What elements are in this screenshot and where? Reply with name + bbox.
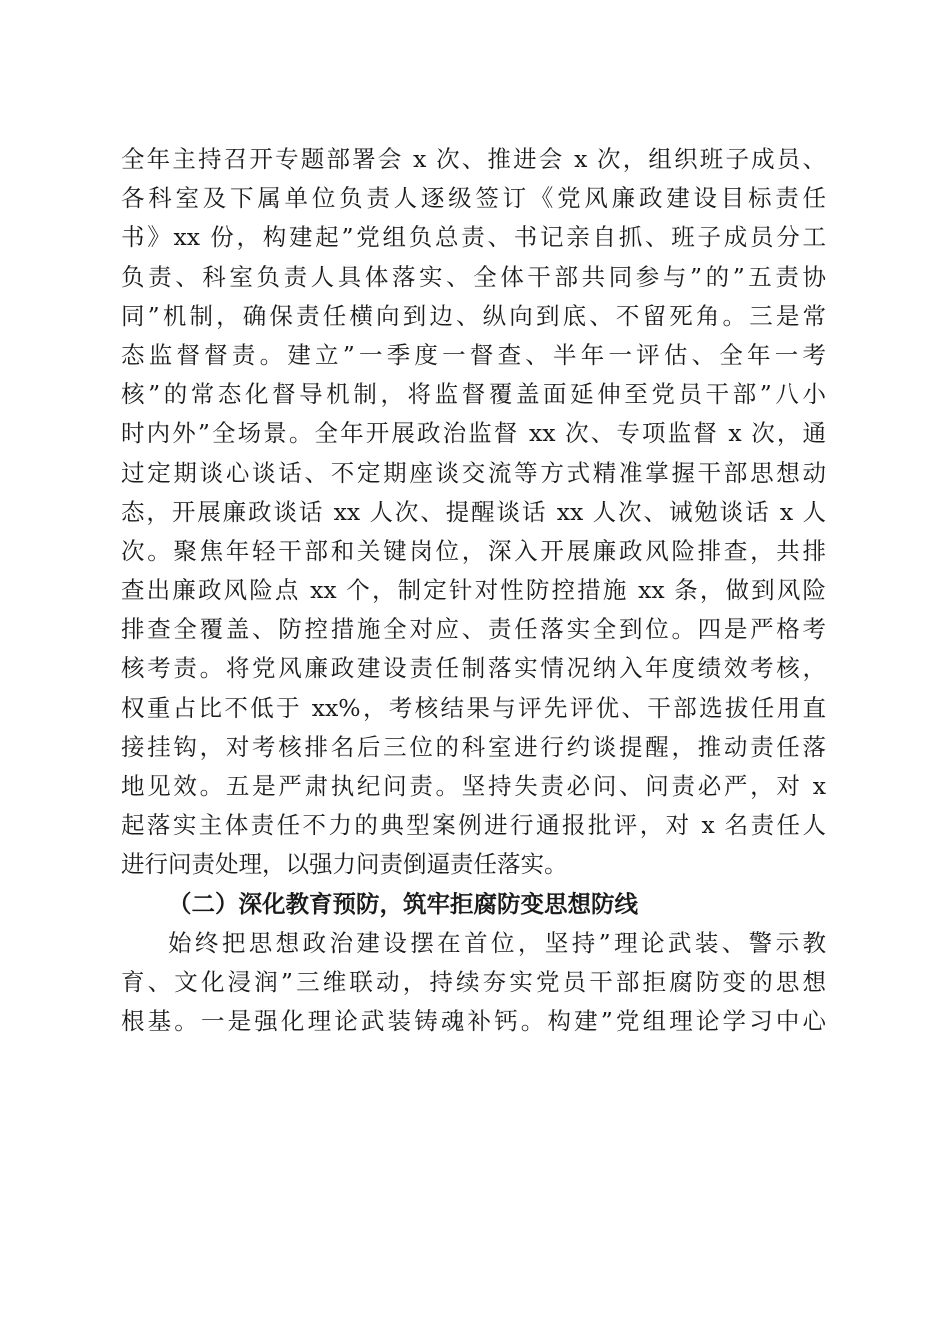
- paragraph-1-line-13: 排查全覆盖、防控措施全对应、责任落实全到位。四是严格考: [121, 615, 826, 644]
- paragraph-1-line-3: 书》xx 份，构建起”党组负总责、书记亲自抓、班子成员分工: [121, 223, 826, 252]
- paragraph-1-line-5: 同”机制，确保责任横向到边、纵向到底、不留死角。三是常: [121, 301, 826, 330]
- paragraph-1-line-10: 态，开展廉政谈话 xx 人次、提醒谈话 xx 人次、诫勉谈话 x 人: [121, 497, 826, 526]
- paragraph-1-line-6: 态监督督责。建立”一季度一督查、半年一评估、全年一考: [121, 340, 826, 369]
- paragraph-1-line-19: 进行问责处理，以强力问责倒逼责任落实。: [121, 850, 568, 879]
- paragraph-1-line-17: 地见效。五是严肃执纪问责。坚持失责必问、问责必严，对 x: [121, 772, 826, 800]
- paragraph-1-line-15: 权重占比不低于 xx%，考核结果与评先评优、干部选拔任用直: [121, 693, 826, 722]
- paragraph-2-line-2: 育、文化浸润”三维联动，持续夯实党员干部拒腐防变的思想: [121, 967, 826, 996]
- paragraph-2-line-1: 始终把思想政治建设摆在首位，坚持”理论武装、警示教: [168, 928, 826, 957]
- paragraph-1-line-8: 时内外”全场景。全年开展政治监督 xx 次、专项监督 x 次，通: [121, 419, 826, 448]
- paragraph-1-line-2: 各科室及下属单位负责人逐级签订《党风廉政建设目标责任: [121, 184, 826, 213]
- paragraph-1-line-16: 接挂钩，对考核排名后三位的科室进行约谈提醒，推动责任落: [121, 732, 826, 761]
- paragraph-1-line-12: 查出廉政风险点 xx 个，制定针对性防控措施 xx 条，做到风险: [121, 576, 826, 605]
- paragraph-1-line-4: 负责、科室负责人具体落实、全体干部共同参与”的”五责协: [121, 262, 826, 291]
- paragraph-1-line-18: 起落实主体责任不力的典型案例进行通报批评，对 x 名责任人: [121, 811, 826, 840]
- paragraph-1-line-11: 次。聚焦年轻干部和关键岗位，深入开展廉政风险排查，共排: [121, 536, 826, 565]
- document-body: [121, 140, 826, 1041]
- paragraph-1-line-9: 过定期谈心谈话、不定期座谈交流等方式精准掌握干部思想动: [121, 458, 826, 487]
- paragraph-1-line-14: 核考责。将党风廉政建设责任制落实情况纳入年度绩效考核，: [121, 654, 826, 683]
- paragraph-2-line-3: 根基。一是强化理论武装铸魂补钙。构建”党组理论学习中心: [121, 1007, 826, 1036]
- paragraph-1-line-1: 全年主持召开专题部署会 x 次、推进会 x 次，组织班子成员、: [121, 145, 826, 173]
- paragraph-1-line-7: 核”的常态化督导机制，将监督覆盖面延伸至党员干部”八小: [121, 380, 826, 409]
- section-heading: （二）深化教育预防，筑牢拒腐防变思想防线: [168, 889, 638, 918]
